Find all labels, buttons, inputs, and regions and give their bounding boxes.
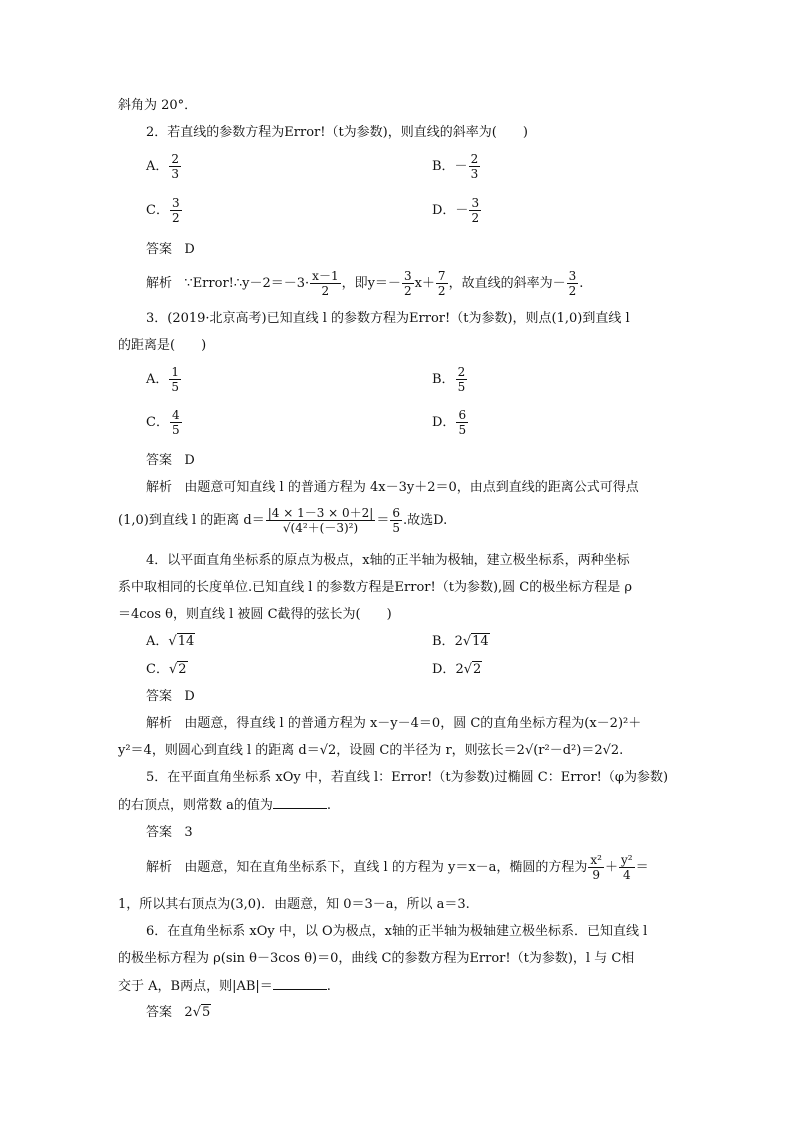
q4-stem-line2: 系中取相同的长度单位.已知直线 l 的参数方程是Error!（t为参数),圆 C的极坐标方程是 ρ (118, 580, 633, 595)
q4-stem-line1: 4．以平面直角坐标系的原点为极点，x轴的正半轴为极轴，建立极坐标系，两种坐标 (146, 553, 630, 568)
option-label: B．－ (432, 159, 468, 174)
analysis-text: .故选D. (403, 513, 448, 528)
analysis-label: 解析 (146, 716, 173, 731)
analysis-label: 解析 (146, 276, 173, 291)
q6-stem-line2: 的极坐标方程为 ρ(sin θ－3cos θ)＝0，曲线 C的参数方程为Error!（t为参数)，l 与 C相 (118, 951, 635, 966)
numerator: 3 (403, 269, 412, 283)
denominator: 2 (403, 284, 412, 298)
option-label: C． (146, 415, 169, 430)
denominator: 5 (171, 380, 180, 394)
q4-option-d (432, 661, 482, 679)
fraction (169, 365, 181, 394)
denominator: 5 (392, 521, 400, 535)
answer-value: D (184, 453, 195, 468)
fraction (456, 365, 468, 394)
fraction (170, 196, 182, 225)
denominator: 9 (592, 868, 601, 882)
q2-option-d (432, 196, 482, 225)
analysis-text: ＋ (604, 860, 618, 875)
q4-stem-line3: ＝4cos θ，则直线 l 被圆 C截得的弦长为( ) (118, 607, 392, 622)
radicand: 2 (473, 662, 482, 677)
radicand: 14 (472, 634, 489, 649)
fraction (390, 506, 402, 535)
numerator: x－1 (312, 269, 339, 283)
answer-label: 答案 (146, 453, 173, 468)
answer-label: 答案 (146, 825, 173, 840)
fraction (619, 853, 635, 882)
numerator: 3 (171, 196, 180, 210)
analysis-text: ，即y＝－ (341, 276, 401, 291)
q5-answer (146, 824, 193, 842)
q6-answer (146, 1004, 211, 1022)
fraction (456, 408, 468, 437)
numerator: 2 (470, 152, 479, 166)
fraction (436, 269, 448, 298)
analysis-text: 由题意，知在直角坐标系下，直线 l 的方程为 y＝x－a，椭圆的方程为 (184, 860, 588, 875)
q4-answer (146, 688, 195, 706)
denominator: 2 (471, 211, 480, 225)
radicand: 5 (202, 1005, 211, 1020)
numerator: 4 (171, 408, 180, 422)
answer-label: 答案 (146, 1005, 173, 1020)
fraction (170, 408, 182, 437)
option-label: B． (432, 372, 455, 387)
sqrt-expression (193, 1004, 212, 1022)
answer-value: D (184, 689, 195, 704)
numerator: 2 (457, 365, 466, 379)
numerator: y² (621, 853, 633, 867)
q5-analysis-line2: 1，所以其右顶点为(3,0)．由题意，知 0＝3－a，所以 a＝3. (118, 897, 470, 912)
q2-option-c (146, 196, 183, 225)
sqrt-expression (463, 633, 490, 651)
stem-text: 交于 A，B两点，则|AB|＝ (118, 979, 273, 994)
denominator: 2 (321, 284, 330, 298)
q3-answer (146, 452, 195, 470)
radical-sign: √ (168, 634, 177, 649)
fraction (310, 269, 340, 298)
answer-blank (273, 796, 327, 809)
denominator: 3 (171, 167, 180, 181)
numerator: x² (590, 853, 602, 867)
option-label: D． (432, 415, 456, 430)
q2-stem: 2．若直线的参数方程为Error!（t为参数)，则直线的斜率为( ) (146, 125, 528, 140)
q3-analysis-line2 (118, 501, 447, 541)
q3-stem-line1: 3．(2019·北京高考)已知直线 l 的参数方程为Error!（t为参数)，则点(1,0)到直线 l (146, 311, 630, 326)
answer-blank (273, 977, 327, 990)
q2-option-b (432, 152, 481, 181)
q3-stem-line2: 的距离是( ) (118, 338, 207, 353)
radical-sign: √ (168, 662, 178, 677)
sqrt-expression (168, 633, 195, 651)
denominator: 2 (437, 284, 446, 298)
option-label: C． (146, 662, 169, 677)
analysis-text: ＝ (635, 860, 649, 875)
q5-stem-line2 (118, 796, 331, 815)
analysis-text: 由题意，得直线 l 的普通方程为 x－y－4＝0，圆 C的直角坐标方程为(x－2)²＋ (184, 716, 642, 731)
denominator: 5 (171, 423, 180, 437)
option-label: A． (146, 159, 169, 174)
fraction (266, 506, 376, 535)
q6-stem-line1: 6．在直角坐标系 xOy 中，以 O为极点，x轴的正半轴为极轴建立极坐标系．已知直线 l (146, 924, 648, 939)
option-label: D．－ (432, 203, 469, 218)
q4-analysis-line1 (146, 715, 641, 733)
answer-label: 答案 (146, 689, 173, 704)
numerator: 6 (458, 408, 467, 422)
option-label: C． (146, 203, 169, 218)
denominator: √(4²＋(－3)²) (282, 521, 359, 535)
answer-value: D (184, 242, 195, 257)
q2-analysis (146, 266, 583, 302)
radical-sign: √ (462, 634, 472, 649)
radicand: 14 (177, 634, 195, 649)
analysis-text: (1,0)到直线 l 的距离 d＝ (118, 513, 265, 528)
q3-option-a (146, 365, 182, 394)
q5-stem-line1: 5．在平面直角坐标系 xOy 中，若直线 l：Error!（t为参数)过椭圆 C：Error!（φ为参数) (146, 770, 669, 785)
numerator: 3 (568, 269, 577, 283)
answer-label: 答案 (146, 242, 173, 257)
radical-sign: √ (463, 662, 473, 677)
denominator: 5 (457, 380, 466, 394)
analysis-label: 解析 (146, 480, 173, 495)
denominator: 5 (458, 423, 467, 437)
denominator: 2 (568, 284, 577, 298)
analysis-text: x＋ (414, 276, 435, 291)
q4-option-b (432, 633, 490, 651)
q6-stem-line3 (118, 977, 331, 996)
radicand: 2 (178, 662, 187, 677)
fraction (469, 152, 481, 181)
q5-analysis-line1 (146, 850, 649, 886)
option-label: B． (432, 634, 455, 649)
fraction (567, 269, 579, 298)
sqrt-expression (169, 661, 188, 679)
option-label: D． (432, 662, 456, 677)
numerator: 6 (392, 506, 400, 520)
fraction (588, 853, 604, 882)
q3-option-b (432, 365, 468, 394)
numerator: 1 (171, 365, 180, 379)
coefficient: 2 (184, 1005, 193, 1020)
fraction (169, 152, 181, 181)
sqrt-expression (464, 661, 483, 679)
analysis-label: 解析 (146, 860, 173, 875)
denominator: 4 (622, 868, 631, 882)
analysis-text: ，故直线的斜率为－ (448, 276, 566, 291)
analysis-text: ＝ (376, 513, 390, 528)
stem-text: . (326, 979, 331, 994)
q3-option-d (432, 408, 469, 437)
stem-text: 的右顶点，则常数 a的值为 (118, 798, 273, 813)
analysis-text: ∵Error!∴y－2＝－3· (184, 276, 310, 291)
denominator: 3 (470, 167, 479, 181)
q2-answer (146, 241, 195, 259)
option-label: A． (146, 634, 169, 649)
analysis-text: . (579, 276, 584, 291)
coefficient: 2 (454, 634, 463, 649)
continuation-line: 斜角为 20°． (118, 98, 198, 113)
q4-option-c (146, 661, 188, 679)
q4-analysis-line2: y²＝4，则圆心到直线 l 的距离 d＝√2，设圆 C的半径为 r，则弦长＝2√(r²－d²)＝2√2. (118, 743, 624, 758)
numerator: 2 (171, 152, 180, 166)
option-label: A． (146, 372, 169, 387)
denominator: 2 (171, 211, 180, 225)
answer-value: 3 (184, 825, 193, 840)
coefficient: 2 (455, 662, 464, 677)
numerator: 7 (437, 269, 446, 283)
q2-option-a (146, 152, 182, 181)
numerator: 3 (471, 196, 480, 210)
stem-text: . (326, 798, 332, 813)
analysis-text: 由题意可知直线 l 的普通方程为 4x－3y＋2＝0，由点到直线的距离公式可得点 (184, 480, 639, 495)
q4-option-a (146, 633, 195, 651)
q3-analysis-line1 (146, 479, 639, 497)
fraction (402, 269, 414, 298)
radical-sign: √ (192, 1005, 201, 1020)
fraction (469, 196, 481, 225)
numerator: |4 × 1－3 × 0＋2| (267, 506, 374, 520)
q3-option-c (146, 408, 183, 437)
